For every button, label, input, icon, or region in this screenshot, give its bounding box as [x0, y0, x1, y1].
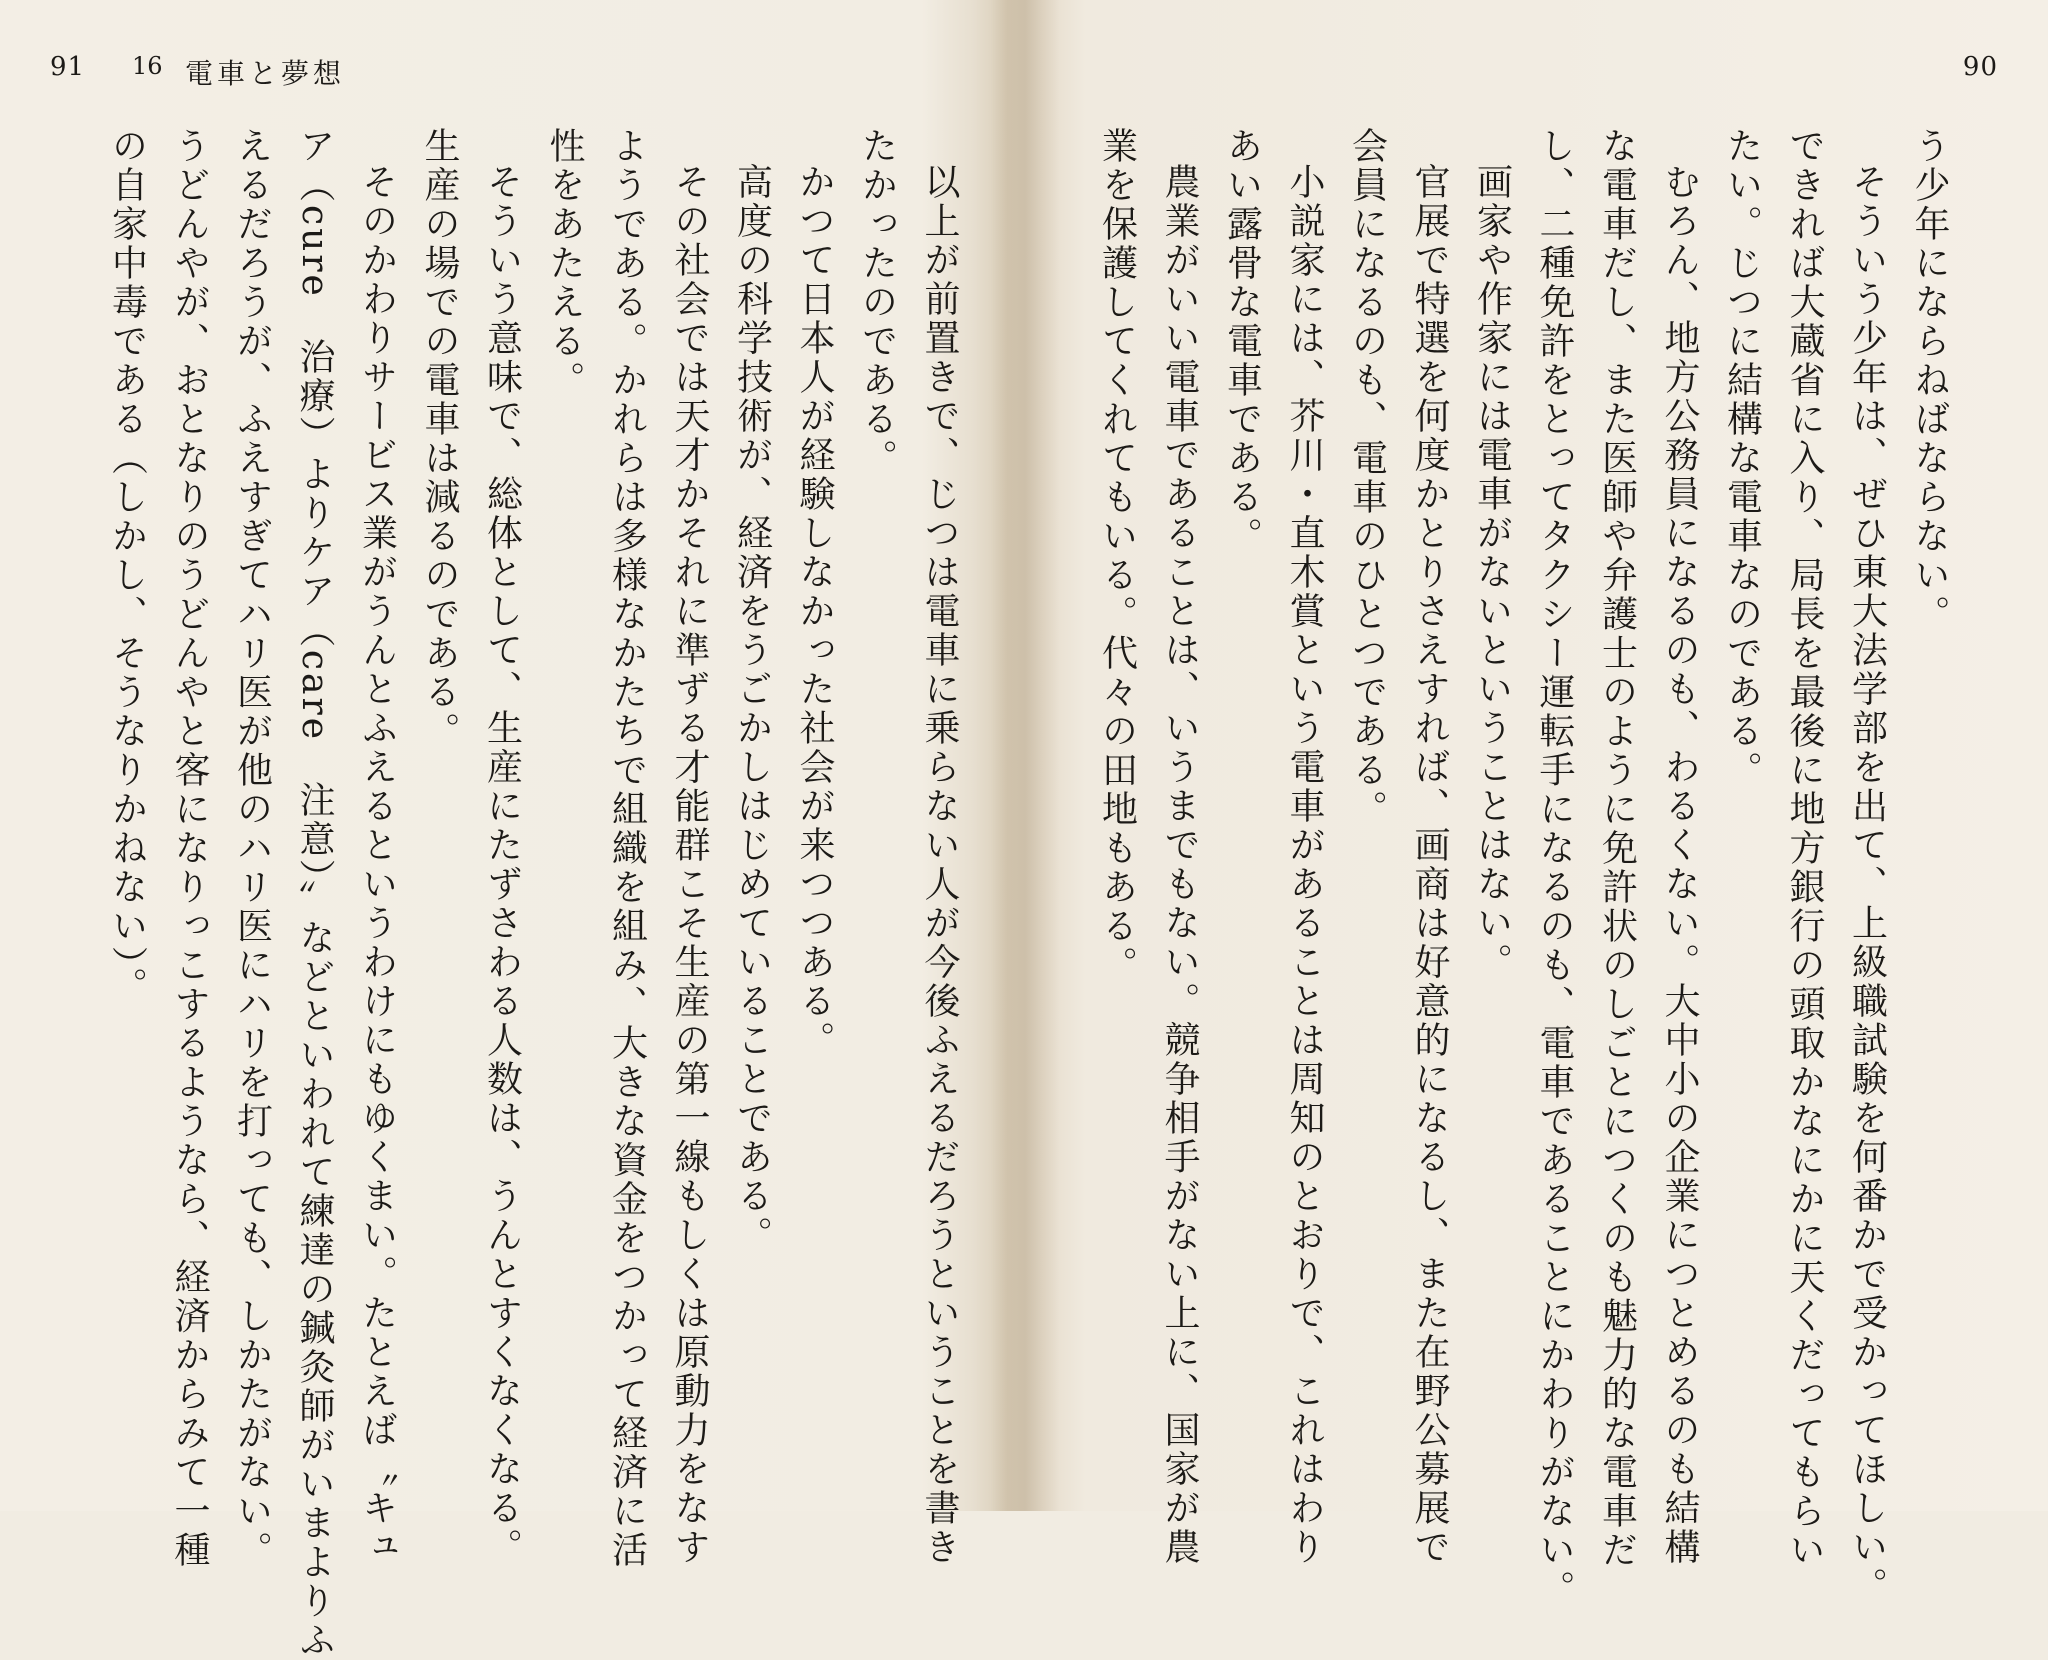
text-line: たかったのである。 [856, 127, 898, 478]
page-number-right: 90 [1962, 52, 1998, 82]
text-line: 農業がいい電車であることは、いうまでもない。競争相手がない上に、国家が農 [1159, 163, 1200, 1567]
text-line: 業を保護してくれてもいる。代々の田地もある。 [1096, 127, 1138, 985]
text-line: たい。じつに結構な電車なのである。 [1721, 127, 1763, 790]
text-line: あい露骨な電車である。 [1221, 127, 1263, 556]
text-line: 性をあたえる。 [544, 127, 585, 400]
chapter-number: 16 [132, 52, 163, 80]
text-line: ア（cure 治療）よりケア（care 注意）〟などといわれて練達の鍼灸師がいまよりふ [294, 127, 335, 1660]
text-line: う少年にならねばならない。 [1909, 127, 1950, 634]
text-line: の自家中毒である（しかし、そうなりかねない）。 [106, 127, 148, 1006]
text-line: 以上が前置きで、じつは電車に乗らない人が今後ふえるだろうということを書き [919, 163, 960, 1567]
page-number-left: 91 [50, 52, 86, 82]
text-line: その社会では天才かそれに準ずる才能群こそ生産の第一線もしくは原動力をなす [669, 163, 710, 1567]
text-line: できれば大蔵省に入り、局長を最後に地方銀行の頭取かなにかに天くだってもらい [1784, 127, 1825, 1570]
text-line: な電車だし、また医師や弁護士のように免許状のしごとにつくのも魅力的な電車だ [1596, 127, 1638, 1570]
text-line: 小説家には、芥川・直木賞という電車があることは周知のとおりで、これはわり [1284, 163, 1325, 1567]
text-line: 官展で特選を何度かとりさえすれば、画商は好意的になるし、また在野公募展で [1409, 163, 1450, 1567]
right-page [1030, 0, 2048, 1609]
right-page-body [1085, 127, 1960, 1609]
text-line: むろん、地方公務員になるのも、わるくない。大中小の企業につとめるのも結構 [1659, 163, 1700, 1567]
text-line: し、二種免許をとってタクシー運転手になるのも、電車であることにかわりがない。 [1534, 127, 1575, 1609]
text-line: そういう意味で、総体として、生産にたずさわる人数は、うんとすくなくなる。 [481, 163, 523, 1567]
text-line: ようである。かれらは多様なかたちで組織を組み、大きな資金をつかって経済に活 [606, 127, 648, 1570]
left-page-body [95, 127, 970, 1660]
text-line: そういう少年は、ぜひ東大法学部を出て、上級職試験を何番かで受かってほしい。 [1846, 163, 1888, 1606]
text-line: 画家や作家には電車がないということはない。 [1471, 163, 1513, 982]
left-page [0, 0, 1010, 1660]
text-line: 会員になるのも、電車のひとつである。 [1346, 127, 1388, 829]
text-line: うどんやが、おとなりのうどんやと客になりっこするようなら、経済からみて一種 [169, 127, 210, 1570]
text-line: えるだろうが、ふえすぎてハリ医が他のハリ医にハリを打っても、しかたがない。 [231, 127, 273, 1570]
text-line: かつて日本人が経験しなかった社会が来つつある。 [794, 163, 835, 1060]
text-line: 高度の科学技術が、経済をうごかしはじめていることである。 [731, 163, 773, 1255]
running-head: 電車と夢想 [185, 57, 346, 90]
text-line: 生産の場での電車は減るのである。 [419, 127, 460, 751]
text-line: そのかわりサービス業がうんとふえるというわけにもゆくまい。たとえば〝キュ [356, 163, 398, 1567]
